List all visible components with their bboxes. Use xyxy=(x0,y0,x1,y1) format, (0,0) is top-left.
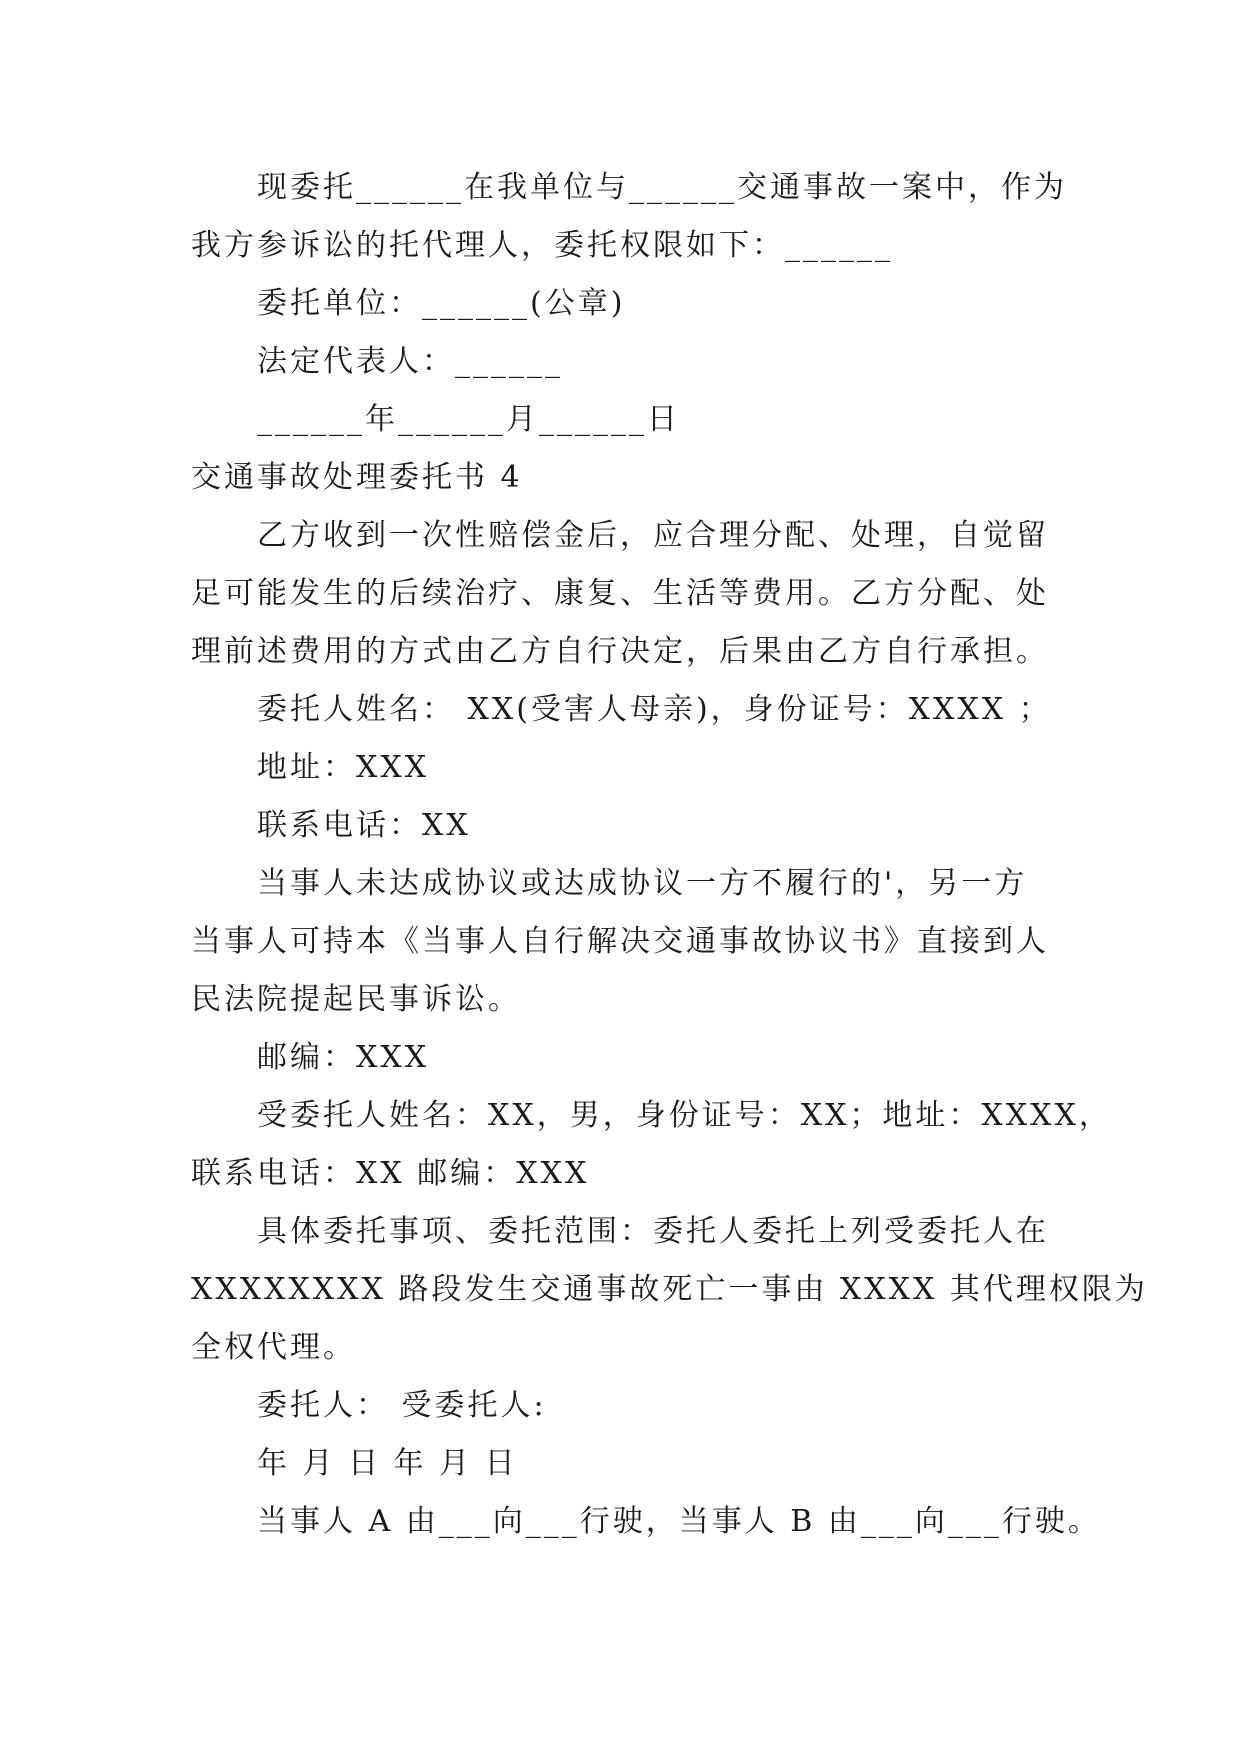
paragraph-line: 乙方收到一次性赔偿金后，应合理分配、处理，自觉留 xyxy=(257,518,1049,553)
date-line: 年 月 日 年 月 日 xyxy=(257,1446,518,1481)
paragraph-line: 邮编：XXX xyxy=(257,1040,430,1075)
paragraph-line: 现委托______在我单位与______交通事故一案中，作为 xyxy=(257,170,1067,205)
paragraph-line: 我方参诉讼的托代理人，委托权限如下：______ xyxy=(191,228,893,263)
paragraph-line: 当事人未达成协议或达成协议一方不履行的'，另一方 xyxy=(257,866,1028,901)
paragraph-line: 委托人姓名： XX(受害人母亲)，身份证号：XXXX ； xyxy=(257,692,1052,727)
paragraph-line: 受委托人姓名：XX，男，身份证号：XX；地址：XXXX， xyxy=(257,1098,1112,1133)
paragraph-line: 联系电话：XX xyxy=(257,808,471,843)
paragraph-line: 足可能发生的后续治疗、康复、生活等费用。乙方分配、处 xyxy=(191,576,1049,611)
paragraph-line: 具体委托事项、委托范围：委托人委托上列受委托人在 xyxy=(257,1214,1049,1249)
signature-line: 委托人： 受委托人: xyxy=(257,1388,547,1423)
paragraph-line: 联系电话：XX 邮编：XXX xyxy=(191,1156,590,1191)
paragraph-line: 当事人 A 由___向___行驶，当事人 B 由___向___行驶。 xyxy=(257,1504,1101,1539)
paragraph-line: 法定代表人：______ xyxy=(257,344,563,379)
paragraph-line: 地址：XXX xyxy=(257,750,430,785)
paragraph-line: 委托单位：______(公章) xyxy=(257,286,626,321)
section-heading: 交通事故处理委托书 4 xyxy=(191,460,523,495)
paragraph-line: 理前述费用的方式由乙方自行决定，后果由乙方自行承担。 xyxy=(191,634,1049,669)
paragraph-line: 当事人可持本《当事人自行解决交通事故协议书》直接到人 xyxy=(191,924,1049,959)
paragraph-line: 全权代理。 xyxy=(191,1330,356,1365)
paragraph-line: XXXXXXXX 路段发生交通事故死亡一事由 XXXX 其代理权限为 xyxy=(191,1272,1148,1307)
paragraph-line: 民法院提起民事诉讼。 xyxy=(191,982,521,1017)
date-line: ______年______月______日 xyxy=(257,402,680,437)
